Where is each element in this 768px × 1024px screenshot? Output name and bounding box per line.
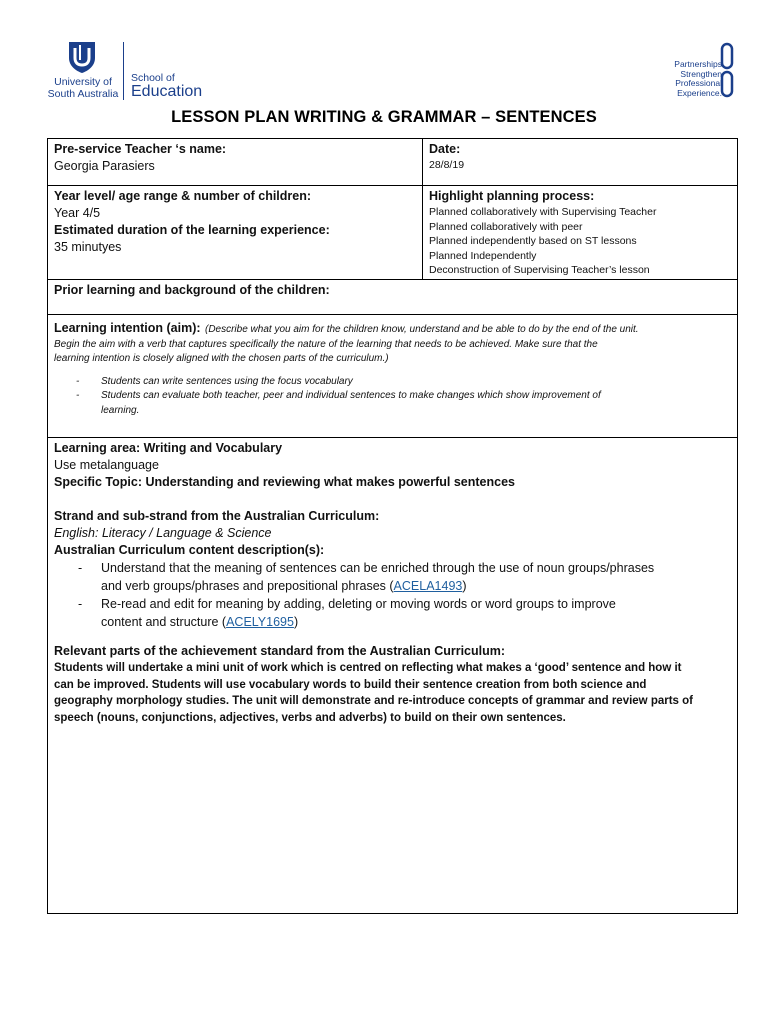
partnerships-line1: Partnerships xyxy=(674,59,722,69)
unisa-logo xyxy=(47,40,203,102)
education-label: Education xyxy=(131,83,203,100)
bullet-dash: - xyxy=(78,561,83,575)
planning-item: Deconstruction of Supervising Teacher’s lesson xyxy=(429,264,650,276)
content-description-text: Re-read and edit for meaning by adding, deleting or moving words or word groups to improve xyxy=(101,597,616,611)
row-prior-learning xyxy=(48,280,737,315)
prior-learning-cell xyxy=(48,280,737,301)
university-name-line2: South Australia xyxy=(47,88,119,100)
partnerships-logo xyxy=(628,42,748,102)
strand-label: Strand and sub-strand from the Australian Curriculum: xyxy=(54,509,380,523)
date-value: 28/8/19 xyxy=(429,159,465,171)
prior-learning-label: Prior learning and background of the children: xyxy=(54,283,330,297)
page-header xyxy=(0,0,768,110)
partnerships-line3: Professional xyxy=(675,78,722,88)
planning-cell xyxy=(423,186,737,280)
teacher-cell xyxy=(48,139,422,177)
learning-intention-cell xyxy=(48,317,737,420)
learning-intention-note: Begin the aim with a verb that captures specifically the nature of the learning that needs to be achieved. Make sure that the xyxy=(54,338,598,350)
bullet-dash: - xyxy=(76,375,80,387)
achievement-standard-text: Students will undertake a mini unit of work which is centred on reflecting what makes a ‘good’ sentence and how it xyxy=(54,662,682,674)
list-item xyxy=(54,595,731,631)
document-title: LESSON PLAN WRITING & GRAMMAR – SENTENCES xyxy=(171,108,597,126)
planning-item: Planned Independently xyxy=(429,249,537,262)
duration-value: 35 minutyes xyxy=(54,240,122,254)
bullet-dash: - xyxy=(78,597,83,611)
close-paren: ) xyxy=(293,615,299,629)
partnerships-line2: Strengthen xyxy=(680,68,722,79)
logo-divider xyxy=(123,42,124,100)
content-description-label: Australian Curriculum content description(s): xyxy=(54,543,325,557)
acela1493-link[interactable]: ACELA1493 xyxy=(393,579,463,593)
achievement-standard-label: Relevant parts of the achievement standard from the Australian Curriculum: xyxy=(54,644,506,658)
learning-intention-label: Learning intention (aim): xyxy=(54,321,201,335)
close-paren: ) xyxy=(462,579,467,593)
planning-item: Planned collaboratively with peer xyxy=(429,220,583,233)
achievement-standard-text: speech (nouns, conjunctions, adjectives, verbs and adverbs) to build on their own sentences. xyxy=(54,711,566,724)
intention-bullet-text: learning. xyxy=(101,404,140,416)
content-description-text: content and structure ( xyxy=(101,615,227,629)
duration-label: Estimated duration of the learning experience: xyxy=(54,223,330,237)
row-learning-intention xyxy=(48,315,737,438)
bullet-dash: - xyxy=(76,390,80,401)
list-item xyxy=(54,389,731,418)
year-level-label: Year level/ age range & number of children: xyxy=(54,189,312,203)
school-of-label: School of xyxy=(131,72,175,84)
intention-bullet-text: Students can write sentences using the focus vocabulary xyxy=(101,375,353,387)
year-level-value: Year 4/5 xyxy=(54,206,101,220)
unisa-shield-icon xyxy=(67,40,97,74)
date-label: Date: xyxy=(429,142,461,156)
strand-value: English: Literacy / Language & Science xyxy=(54,526,272,540)
curriculum-cell xyxy=(48,438,737,728)
learning-area-value: Use metalanguage xyxy=(54,458,159,472)
partnerships-mark-icon xyxy=(718,42,736,100)
specific-topic-label: Specific Topic: Understanding and reviewing what makes powerful sentences xyxy=(54,475,515,489)
intention-bullet-text: Students can evaluate both teacher, peer and individual sentences to make changes which show improvement of xyxy=(101,390,601,401)
content-description-text: Understand that the meaning of sentences can be enriched through the use of noun groups/phrases xyxy=(101,561,655,575)
learning-intention-list xyxy=(54,375,731,419)
university-name xyxy=(47,76,119,100)
learning-area-label: Learning area: Writing and Vocabulary xyxy=(54,441,283,455)
row-curriculum xyxy=(48,438,737,913)
university-name-line1: University of xyxy=(54,76,112,88)
learning-intention-note: learning intention is closely aligned with the chosen parts of the curriculum.) xyxy=(54,353,389,364)
teacher-name-value: Georgia Parasiers xyxy=(54,159,155,173)
planning-item: Planned collaboratively with Supervising Teacher xyxy=(429,206,657,218)
lesson-plan-table xyxy=(47,138,738,914)
content-description-text: and verb groups/phrases and prepositional phrases ( xyxy=(101,579,394,593)
year-cell xyxy=(48,186,422,258)
achievement-standard-text: geography morphology studies. The unit will demonstrate and re-introduce concepts of grammar and review parts of xyxy=(54,695,693,707)
content-description-list xyxy=(54,559,731,631)
learning-intention-note: (Describe what you aim for the children know, understand and be able to do by the end of the unit. xyxy=(204,324,639,335)
planning-item: Planned independently based on ST lessons xyxy=(429,235,637,247)
teacher-name-label: Pre-service Teacher ‘s name: xyxy=(54,142,227,156)
list-item xyxy=(54,375,731,390)
row-teacher-date xyxy=(48,139,737,186)
acely1695-link[interactable]: ACELY1695 xyxy=(226,615,294,629)
row-year-planning xyxy=(48,186,737,280)
partnerships-line4: Experience. xyxy=(677,87,722,98)
planning-process-label: Highlight planning process: xyxy=(429,189,595,203)
list-item xyxy=(54,559,731,595)
achievement-standard-text: can be improved. Students will use vocabulary words to build their sentence creation from both science and xyxy=(54,678,647,691)
partnerships-text xyxy=(674,60,722,98)
date-cell xyxy=(423,139,737,175)
